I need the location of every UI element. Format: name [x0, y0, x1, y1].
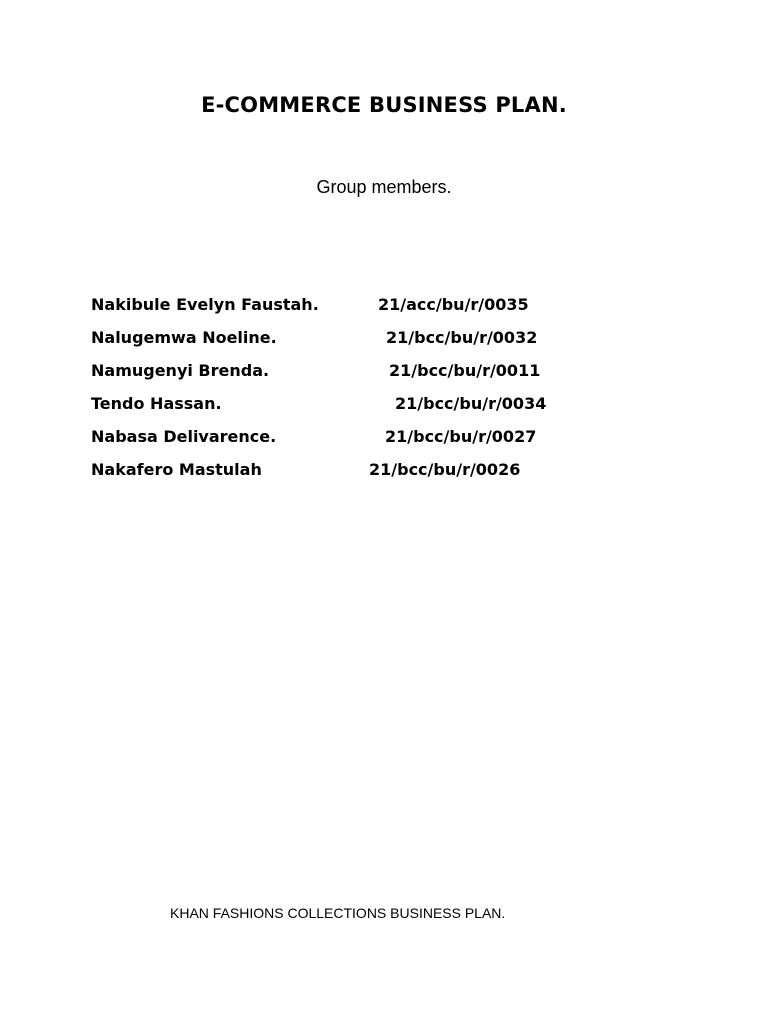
member-reg-number: 21/bcc/bu/r/0034	[395, 394, 547, 413]
member-reg-number: 21/bcc/bu/r/0032	[386, 328, 538, 347]
member-name: Nakibule Evelyn Faustah.	[91, 295, 319, 314]
member-row	[0, 460, 768, 484]
member-name: Nalugemwa Noeline.	[91, 328, 277, 347]
member-name: Nabasa Delivarence.	[91, 427, 277, 446]
member-row	[0, 427, 768, 451]
member-row	[0, 361, 768, 385]
footer-business-plan-title: KHAN FASHIONS COLLECTIONS BUSINESS PLAN.	[170, 905, 506, 921]
member-row	[0, 394, 768, 418]
document-title: E-COMMERCE BUSINESS PLAN.	[201, 93, 567, 117]
member-reg-number: 21/acc/bu/r/0035	[378, 295, 529, 314]
member-name: Tendo Hassan.	[91, 394, 222, 413]
group-members-heading: Group members.	[316, 177, 452, 197]
member-name: Namugenyi Brenda.	[91, 361, 270, 380]
member-reg-number: 21/bcc/bu/r/0026	[369, 460, 521, 479]
member-reg-number: 21/bcc/bu/r/0027	[385, 427, 537, 446]
member-reg-number: 21/bcc/bu/r/0011	[389, 361, 541, 380]
member-row	[0, 328, 768, 352]
member-row	[0, 295, 768, 319]
member-name: Nakafero Mastulah	[91, 460, 262, 479]
